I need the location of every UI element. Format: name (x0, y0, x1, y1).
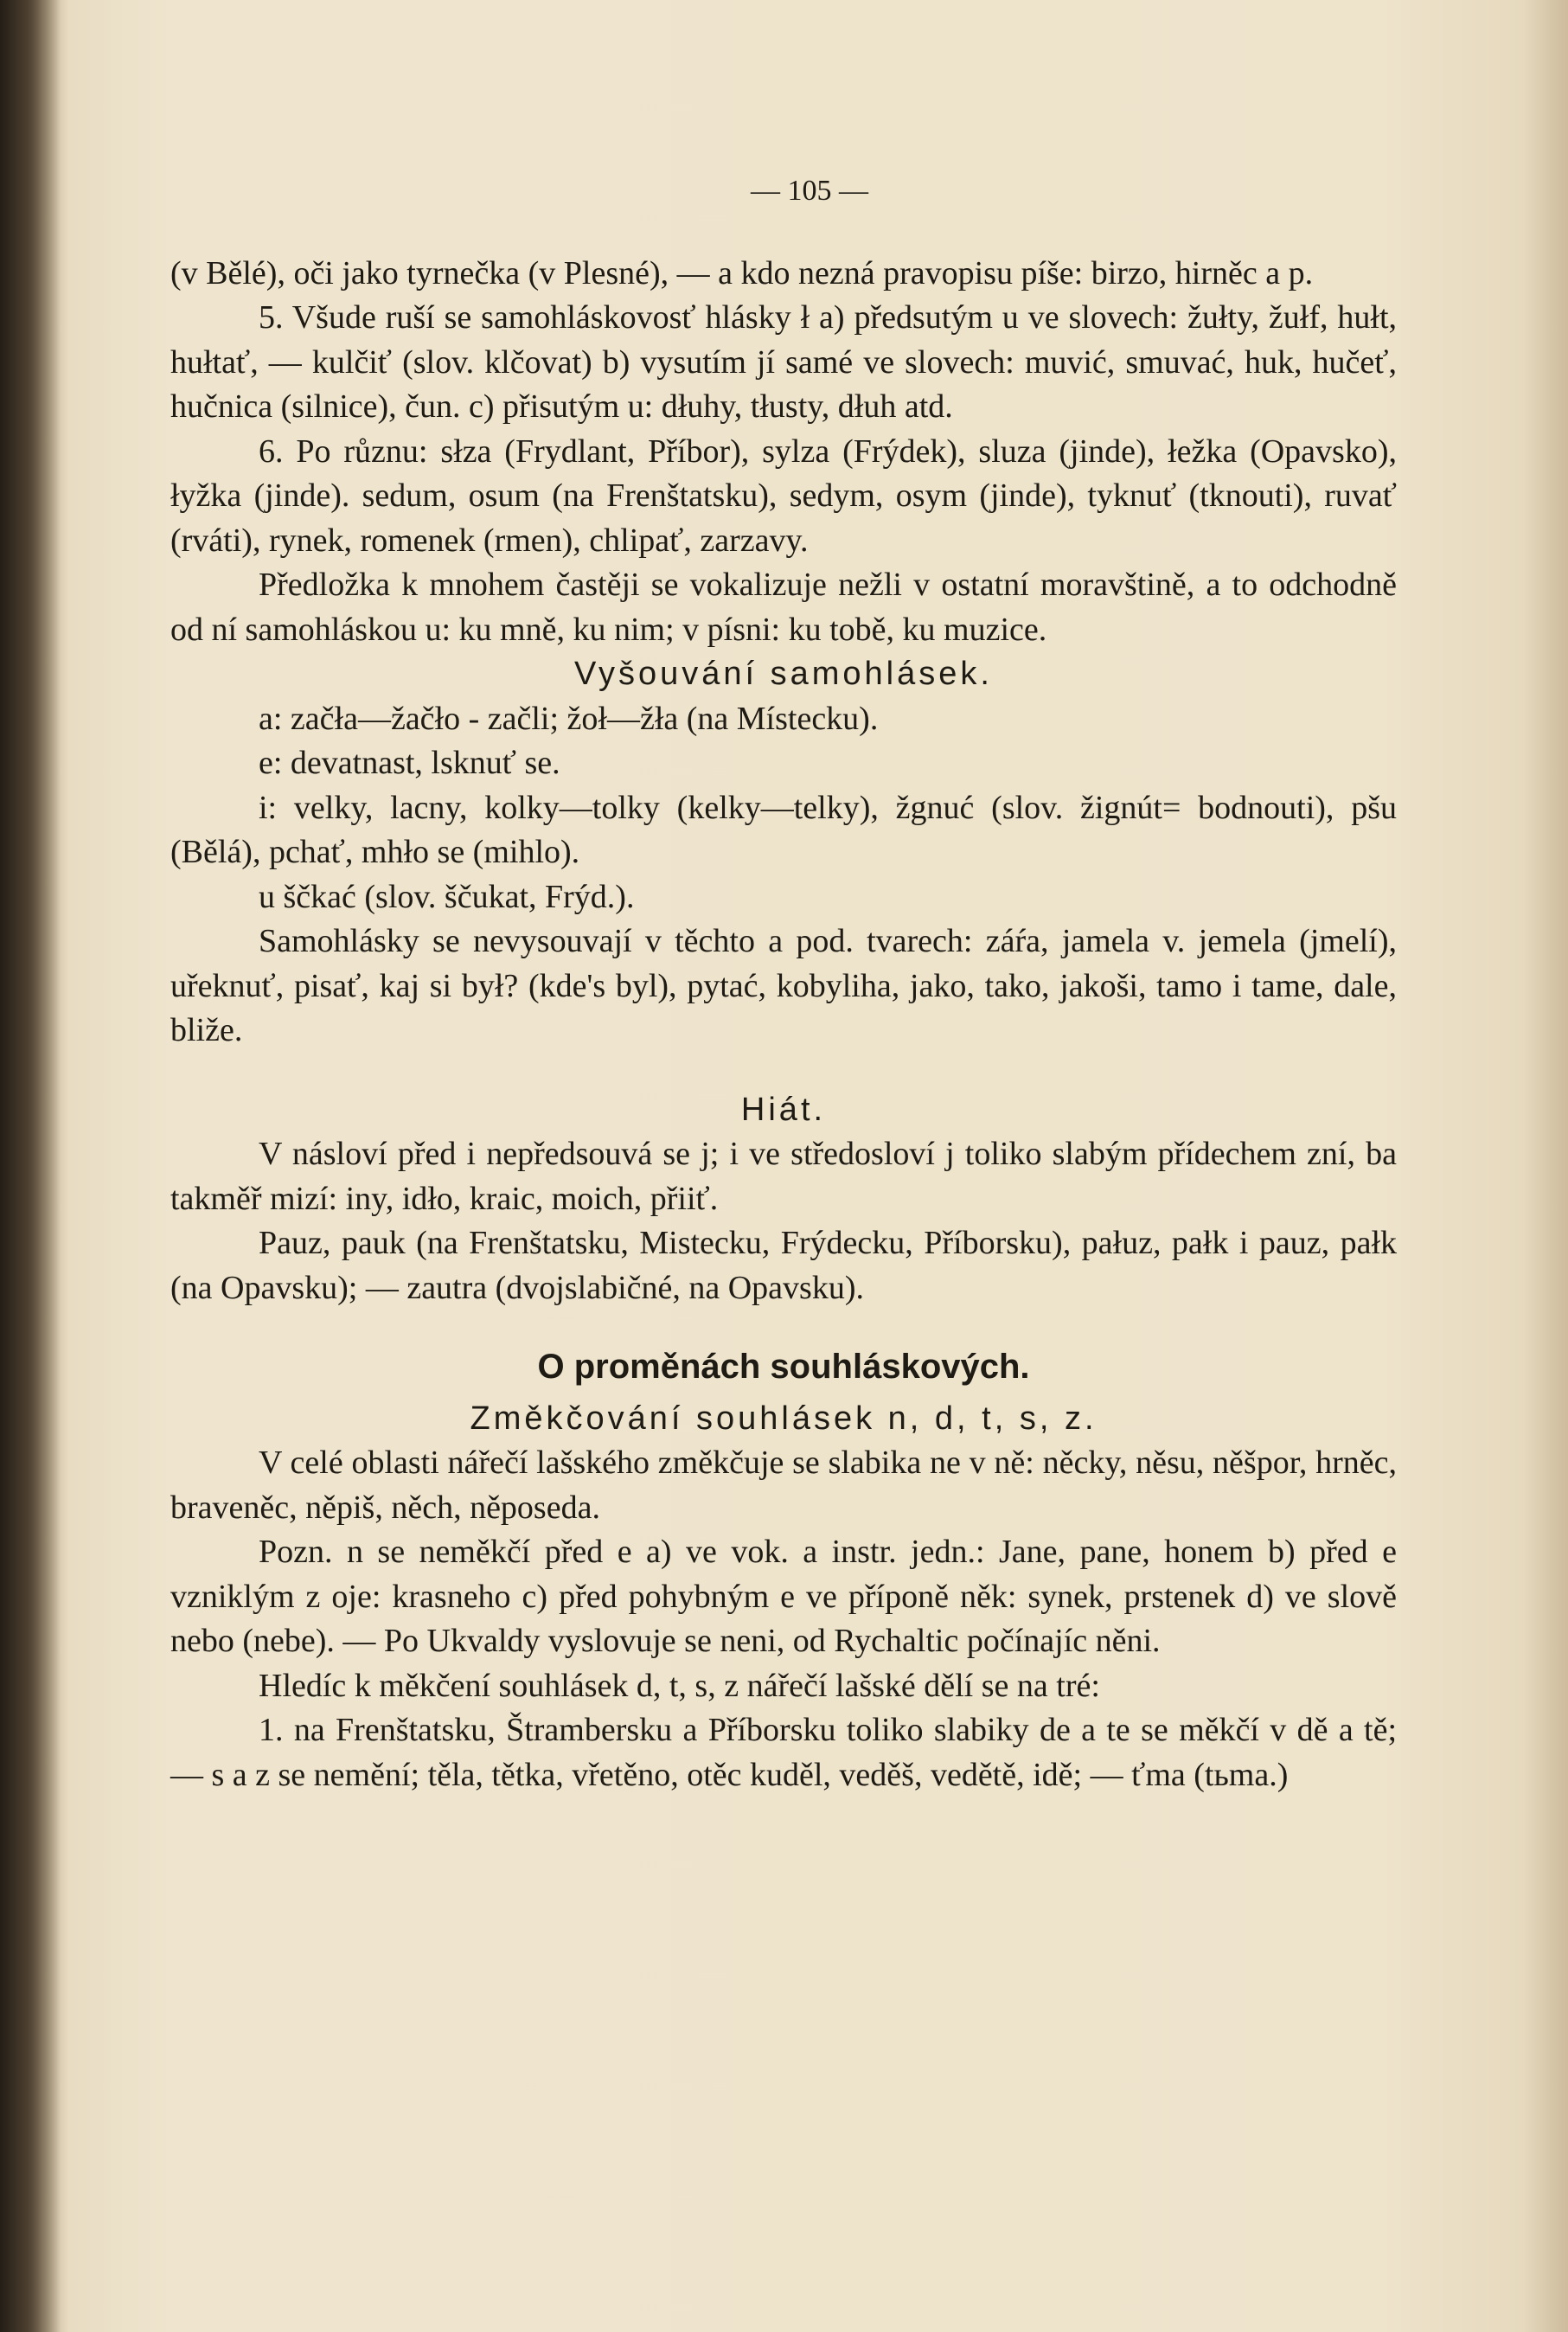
paragraph: V celé oblasti nářečí lašského změkčuje se slabika ne v ně: něcky, něsu, něšpor, hrněc, braveněc, něpiš, něch, něposeda. (170, 1445, 1397, 1526)
section-heading: Hiát. (740, 1091, 827, 1128)
paragraph: u ščkać (slov. ščukat, Frýd.). (259, 878, 635, 915)
paragraph: 5. Všude ruší se samohláskovosť hlásky ł a) předsutým u ve slovech: žułty, žułf, hułt, hułtať, — kulčiť (slov. klčovat) b) vysutím jí samé ve slovech: muvić, smuvać, huk, hučeť, hučnica (silnice), čun. c) přisutým u: dłuhy, tłusty, dłuh atd. (170, 299, 1397, 425)
paragraph: i: velky, lacny, kolky—tolky (kelky—telky), žgnuć (slov. žignút= bodnouti), pšu (Bělá), pchať, mhło se (mihlo). (170, 789, 1397, 870)
paragraph: Předložka k mnohem častěji se vokalizuje nežli v ostatní moravštině, a to odchodně od ní samohláskou u: ku mně, ku nim; v písni: ku tobě, ku muzice. (170, 567, 1397, 648)
paragraph: (v Bělé), oči jako tyrnečka (v Plesné), — a kdo nezná pravopisu píše: birzo, hirněc a p. (170, 254, 1314, 292)
paragraph: Hledíc k měkčení souhlásek d, t, s, z nářečí lašské dělí se na tré: (259, 1667, 1100, 1704)
chapter-heading: O proměnách souhláskových. (537, 1348, 1030, 1386)
section-heading: Vyšouvání samohlásek. (574, 656, 993, 692)
paragraph: Pozn. n se neměkčí před e a) ve vok. a instr. jedn.: Jane, pane, honem b) před e vzniklým z oje: krasneho c) před pohybným e ve příponě něk: synek, prstenek d) ve slově nebo (nebe). — Po Ukvaldy vyslovuje se neni, od Rychaltic počínajíc něni. (170, 1534, 1397, 1659)
paragraph: Samohlásky se nevysouvají v těchto a pod. tvarech: záŕa, jamela v. jemela (jmelí), uřeknuť, pisať, kaj si był? (kde's byl), pytać, kobyliha, jako, tako, jakoši, tamo i tame, dale, bliže. (170, 923, 1397, 1048)
paragraph: Pauz, pauk (na Frenštatsku, Mistecku, Frýdecku, Příborsku), pałuz, pałk i pauz, pałk (na Opavsku); — zautra (dvojslabičné, na Opavsku). (170, 1225, 1397, 1306)
paragraph: e: devatnast, lsknuť se. (259, 745, 560, 781)
section-heading: Změkčování souhlásek n, d, t, s, z. (470, 1400, 1098, 1437)
book-binding-shadow (0, 0, 61, 2332)
page-number: — 105 — (751, 175, 868, 207)
page-text (170, 169, 1397, 1797)
paragraph: V násloví před i nepředsouvá se j; i ve středosloví j toliko slabým přídechem zní, ba takměř mizí: iny, idło, kraic, moich, přiiť. (170, 1136, 1397, 1217)
paragraph: a: začła—žačło - začli; žoł—žła (na Místecku). (259, 700, 879, 737)
paragraph: 6. Po různu: słza (Frydlant, Příbor), sylza (Frýdek), sluza (jinde), łežka (Opavsko), łyžka (jinde). sedum, osum (na Frenštatsku), sedym, osym (jinde), tyknuť (tknouti), ruvať (rváti), rynek, romenek (rmen), chlipať, zarzavy. (170, 432, 1397, 559)
paragraph: 1. na Frenštatsku, Štrambersku a Příborsku toliko slabiky de a te se měkčí v dě a tě; — s a z se nemění; těla, tětka, vřetěno, otěc kuděl, veděš, vedětě, idě; — ťma (tьma.) (170, 1712, 1397, 1793)
